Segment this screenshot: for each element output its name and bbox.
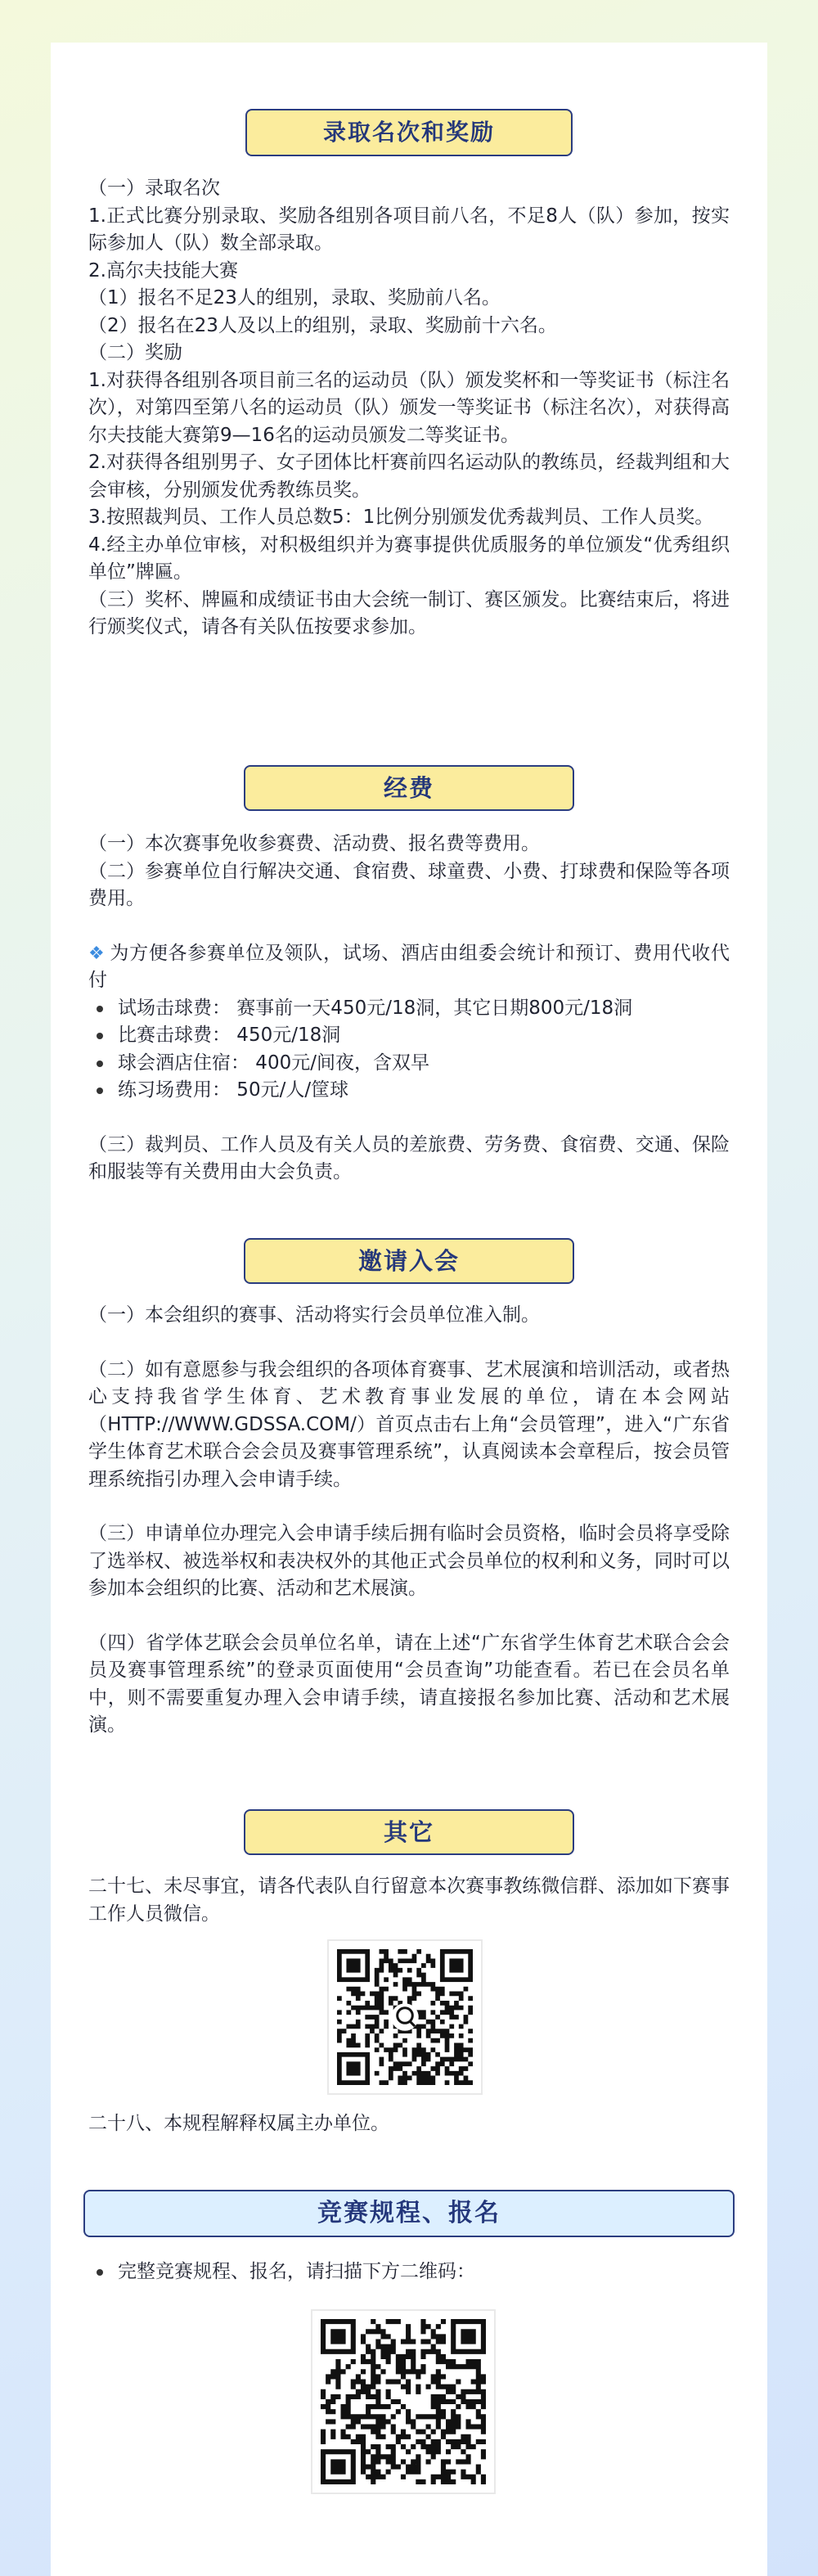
fees-section bbox=[51, 765, 767, 1187]
fees-line: （二）参赛单位自行解决交通、食宿费、球童费、小费、打球费和保险等各项费用。 bbox=[88, 860, 730, 909]
ranking-line: 4.经主办单位审核，对积极组织并为赛事提供优质服务的单位颁发“优秀组织单位”牌匾。 bbox=[88, 534, 730, 583]
membership-para: （二）如有意愿参与我会组织的各项体育赛事、艺术展演和培训活动，或者热心支持我省学生体育、艺术教育事业发展的单位，请在本会网站（HTTP://WWW.GDSSA.COM/）首页点击右上角“会员管理”，进入“广东省学生体育艺术联合会会员及赛事管理系统”，认真阅读本会章程后，按会员管理系统指引办理入会申请手续。 bbox=[88, 1358, 730, 1490]
fees-list bbox=[51, 995, 767, 1105]
register-list bbox=[51, 2259, 767, 2286]
other-p2-wrap bbox=[51, 2110, 767, 2138]
list-item: 比赛击球费： 450元/18洞 bbox=[88, 1022, 730, 1050]
membership-section bbox=[51, 1238, 767, 1740]
fees-last: （三）裁判员、工作人员及有关人员的差旅费、劳务费、食宿费、交通、保险和服装等有关费用由大会负责。 bbox=[88, 1133, 730, 1182]
ranking-line: （一）录取名次 bbox=[88, 178, 220, 199]
membership-para: （一）本会组织的赛事、活动将实行会员单位准入制。 bbox=[88, 1304, 540, 1326]
list-item: 球会酒店住宿： 400元/间夜，含双早 bbox=[88, 1050, 730, 1078]
fees-heading: 经费 bbox=[244, 765, 574, 811]
registration-qr-code-icon bbox=[311, 2309, 496, 2494]
ranking-line: 2.高尔夫技能大赛 bbox=[88, 259, 238, 281]
fees-body bbox=[51, 831, 767, 995]
fees-note: ❖ 为方便各参赛单位及领队，试场、酒店由组委会统计和预订、费用代收代付 bbox=[88, 942, 730, 991]
other-p2: 二十八、本规程解释权属主办单位。 bbox=[88, 2113, 389, 2134]
ranking-line: （1）报名不足23人的组别，录取、奖励前八名。 bbox=[88, 287, 501, 308]
membership-heading: 邀请入会 bbox=[244, 1238, 574, 1284]
ranking-body bbox=[51, 175, 767, 642]
register-section bbox=[51, 2190, 767, 2286]
membership-para: （三）申请单位办理完入会申请手续后拥有临时会员资格，临时会员将享受除了选举权、被选举权和表决权外的其他正式会员单位的权利和义务，同时可以参加本会组织的比赛、活动和艺术展演。 bbox=[88, 1523, 730, 1599]
list-item: 试场击球费： 赛事前一天450元/18洞，其它日期800元/18洞 bbox=[88, 995, 730, 1023]
register-heading: 竞赛规程、报名 bbox=[83, 2190, 735, 2237]
blue-diamond-icon: ❖ bbox=[88, 943, 106, 964]
ranking-line: 3.按照裁判员、工作人员总数5：1比例分别颁发优秀裁判员、工作人员奖。 bbox=[88, 507, 714, 528]
ranking-line: 1.正式比赛分别录取、奖励各组别各项目前八名，不足8人（队）参加，按实际参加人（队）数全部录取。 bbox=[88, 205, 730, 254]
ranking-line: （二）奖励 bbox=[88, 342, 182, 363]
ranking-line: 2.对获得各组别男子、女子团体比杆赛前四名运动队的教练员，经裁判组和大会审核，分别颁发优秀教练员奖。 bbox=[88, 452, 730, 501]
membership-para: （四）省学体艺联会会员单位名单，请在上述“广东省学生体育艺术联合会会员及赛事管理系统”的登录页面使用“会员查询”功能查看。若已在会员名单中，则不需要重复办理入会申请手续，请直接报名参加比赛、活动和艺术展演。 bbox=[88, 1632, 730, 1736]
ranking-line: （2）报名在23人及以上的组别，录取、奖励前十六名。 bbox=[88, 314, 557, 336]
ranking-line: 1.对获得各组别各项目前三名的运动员（队）颁发奖杯和一等奖证书（标注名次），对第四至第八名的运动员（队）颁发一等奖证书（标注名次），对获得高尔夫技能大赛第9—16名的运动员颁发二等奖证书。 bbox=[88, 369, 730, 446]
ranking-line: （三）奖杯、牌匾和成绩证书由大会统一制订、赛区颁发。比赛结束后，将进行颁奖仪式，请各有关队伍按要求参加。 bbox=[88, 588, 730, 637]
fees-line: （一）本次赛事免收参赛费、活动费、报名费等费用。 bbox=[88, 833, 540, 854]
other-p1: 二十七、未尽事宜，请各代表队自行留意本次赛事教练微信群、添加如下赛事工作人员微信。 bbox=[88, 1876, 730, 1925]
membership-body bbox=[51, 1302, 767, 1740]
other-section bbox=[51, 1809, 767, 1928]
wechat-qr-code-icon bbox=[327, 1939, 483, 2095]
content-card bbox=[51, 43, 767, 2576]
ranking-section bbox=[51, 109, 767, 642]
list-item: 完整竞赛规程、报名，请扫描下方二维码： bbox=[88, 2259, 730, 2286]
list-item: 练习场费用： 50元/人/筐球 bbox=[88, 1077, 730, 1105]
other-heading: 其它 bbox=[244, 1809, 574, 1855]
ranking-heading: 录取名次和奖励 bbox=[245, 109, 573, 156]
